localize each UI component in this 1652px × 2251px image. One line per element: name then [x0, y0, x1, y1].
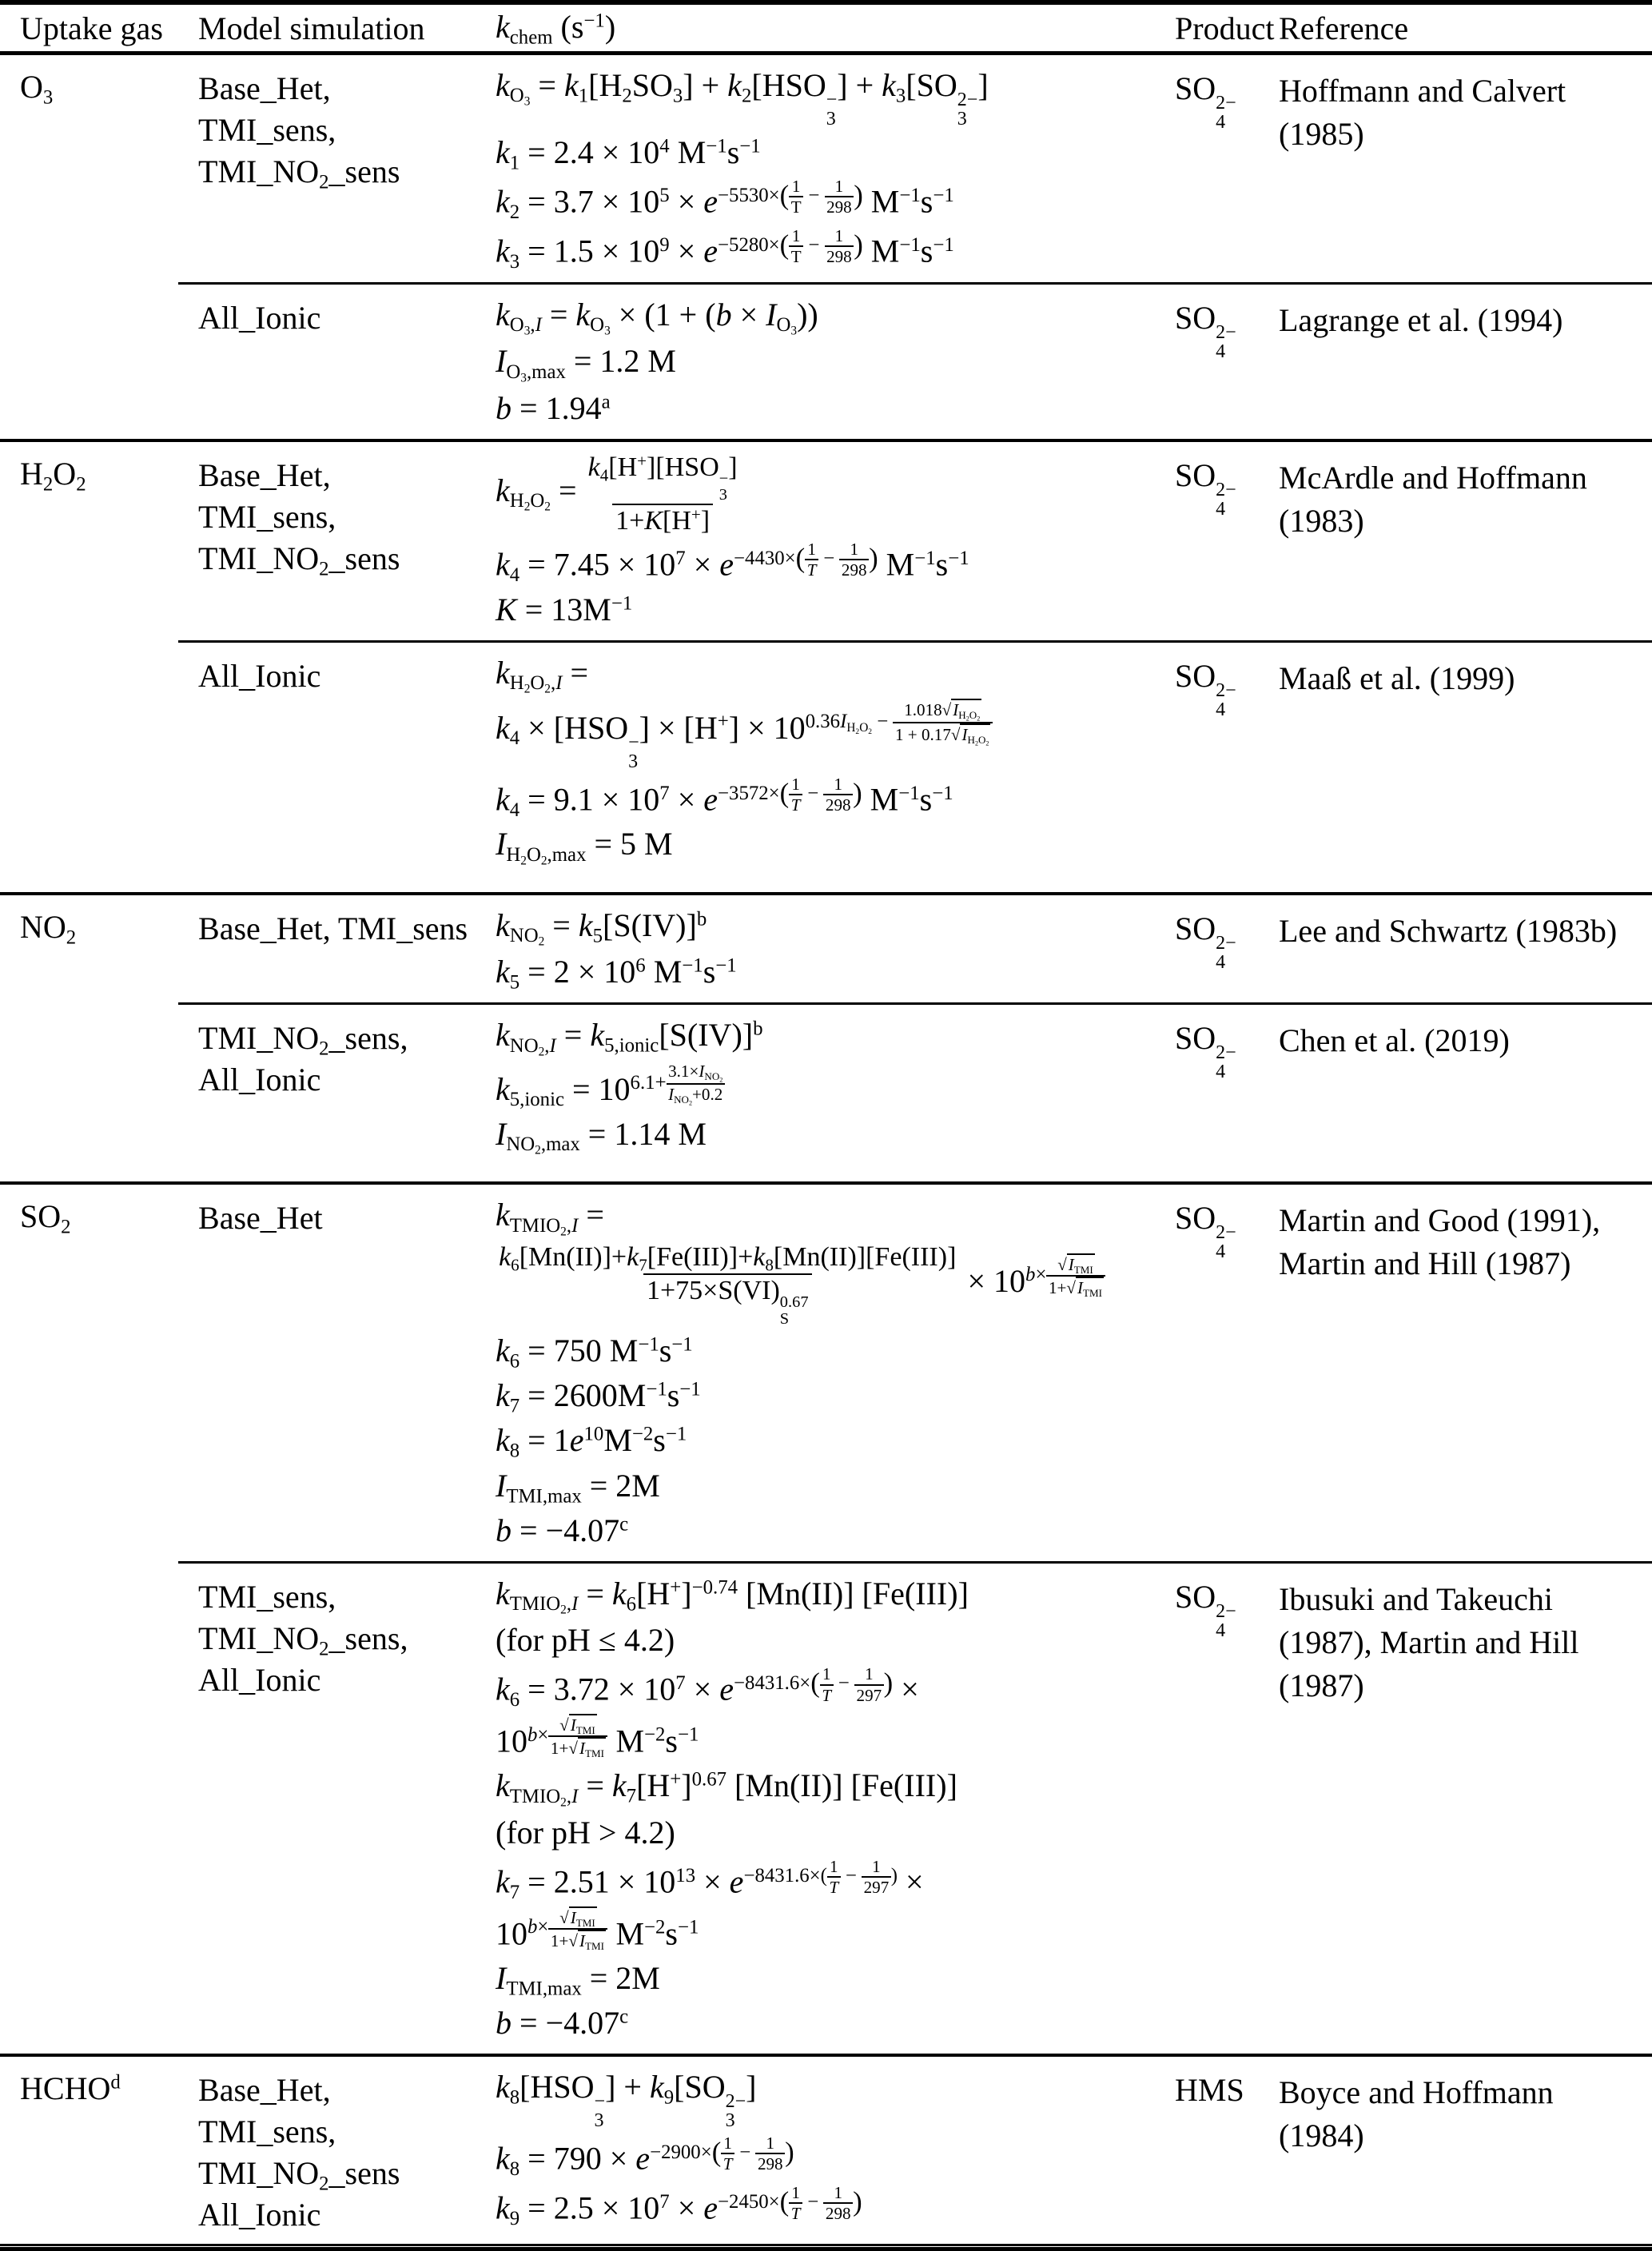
- reference-text: McArdle and Hoffmann (1983): [1279, 459, 1587, 539]
- model-simulation-cell: [178, 62, 496, 276]
- kchem-formula-cell: [496, 649, 1175, 886]
- reference-text: Chen et al. (2019): [1279, 1022, 1510, 1059]
- product-label: SO 2− 4: [1175, 657, 1236, 720]
- formula-line: $k_9 = 2.5 \times 10^7 \times e^{-2450\times( \frac{1}{T} - \frac{1}{298} )}$: [496, 2182, 862, 2229]
- formula-line: $K = 13M^{-1}$: [496, 591, 633, 627]
- formula-line: (for pH > 4.2): [496, 1814, 675, 1851]
- model-simulation-cell: [178, 1570, 496, 2047]
- model-simulation-line: Base_Het,: [198, 456, 331, 493]
- table-subrow: [178, 1185, 1652, 1561]
- model-simulation-cell: [178, 649, 496, 886]
- table-bottom-rule: [0, 2244, 1652, 2251]
- formula-line: $k_8 = 790 \times e^{-2900\times( \frac{1}{T} - \frac{1}{298} )}$: [496, 2133, 794, 2181]
- reference-text: Lee and Schwartz (1983b): [1279, 912, 1618, 949]
- formula-line: $k_7 = 2.51 \times 10^{13} \times e^{-8431.6\times( \frac{1}{T} - \frac{1}{297} )}$ ×: [496, 1856, 924, 1903]
- table-subrow: [178, 895, 1652, 1003]
- formula-line: $k_{TMIO_2,I}$ =: [496, 1197, 604, 1239]
- gas-label: $H_2O_2$: [20, 455, 86, 496]
- formula-line: $k_4 = 9.1 \times 10^7 \times e^{-3572\times( \frac{1}{T} - \frac{1}{298} )}$ $M^{-1}s^{-1}$: [496, 774, 953, 821]
- table-subrow: [178, 1561, 1652, 2054]
- formula-line: $k_5 = 2 \times 10^6$ $M^{-1}s^{-1}$: [496, 953, 737, 994]
- formula-line: $I_{NO_2,max} = 1.14$ M: [496, 1115, 707, 1157]
- model-simulation-line: Base_Het,: [198, 2072, 331, 2109]
- gas-label: $SO_2$: [20, 1198, 71, 1238]
- kchem-formula-cell: [496, 902, 1175, 997]
- column-header-uptake-gas: Uptake gas: [20, 10, 163, 46]
- table-subrow: [178, 442, 1652, 640]
- model-simulation-line: Base_Het: [198, 1200, 323, 1237]
- table-subrow: [178, 1002, 1652, 1181]
- model-simulation-line: TMI_sens,: [198, 1578, 336, 1615]
- table-subrow: [178, 282, 1652, 439]
- reference-text: Boyce and Hoffmann (1984): [1279, 2074, 1554, 2154]
- formula-line: $I_{O_3,max} = 1.2$ M: [496, 343, 676, 385]
- formula-line: $k_6 = 3.72 \times 10^7 \times e^{-8431.6\times( \frac{1}{T} - \frac{1}{297} )}$ ×: [496, 1664, 919, 1711]
- formula-line: $k_{5,ionic} = 10^{6.1+ \frac{3.1\times I_{NO_2}}{I_{NO_2}+0.2}}$: [496, 1062, 1175, 1110]
- column-header-product: Product: [1175, 10, 1275, 46]
- formula-line: $k_{H_2O_2,I}$ =: [496, 654, 589, 696]
- model-simulation-cell: [178, 291, 496, 432]
- product-label: SO 2− 4: [1175, 1020, 1236, 1083]
- table-group-h2o2: [0, 439, 1652, 892]
- formula-line: $I_{TMI,max} = 2M$: [496, 1467, 660, 1508]
- model-simulation-line: Base_Het, TMI_sens: [198, 910, 468, 946]
- model-simulation-cell: [178, 2063, 496, 2236]
- formula-line: (for pH ≤ 4.2): [496, 1622, 675, 1659]
- formula-line: b = −4.07$^c$: [496, 2005, 629, 2042]
- model-simulation-line: $TMI\_NO_2\_sens$: [198, 540, 400, 580]
- model-simulation-line: All_Ionic: [198, 657, 321, 694]
- model-simulation-cell: [178, 1191, 496, 1555]
- model-simulation-line: All_Ionic: [198, 1662, 321, 1699]
- table-subrow: [178, 2057, 1652, 2242]
- kchem-formula-cell: [496, 1011, 1175, 1175]
- formula-line: $I_{TMI,max} = 2M$: [496, 1959, 660, 2000]
- kchem-formula-cell: [496, 2063, 1175, 2236]
- column-header-model-simulation: Model simulation: [198, 10, 425, 46]
- table-group-so2: [0, 1181, 1652, 2054]
- formula-line: $k_{H_2O_2}$ = $k_4[H^+][HSO$ − 3 ] 1+K[H+]: [496, 451, 738, 536]
- model-simulation-cell: [178, 448, 496, 634]
- model-simulation-line: All_Ionic: [198, 299, 321, 336]
- model-simulation-line: $TMI\_NO_2\_sens$: [198, 2155, 400, 2195]
- reference-text: Hoffmann and Calvert (1985): [1279, 73, 1566, 152]
- model-simulation-cell: [178, 902, 496, 997]
- formula-line: $k_4 \times [HSO$ − 3 ] × $[H^+] \times 10^{0.36I_{H_2O_2} - \frac{1.018√I_{H_2O_2}}{1 + 0.17√I_{H_2O_2}}}$: [496, 699, 1175, 771]
- model-simulation-line: $TMI\_NO_2\_sens$,: [198, 1620, 408, 1660]
- formula-line: $k_6 = 750$ $M^{-1}s^{-1}$: [496, 1332, 693, 1373]
- kchem-formula-cell: [496, 291, 1175, 432]
- gas-label: $NO_2$: [20, 908, 77, 948]
- reference-text: Ibusuki and Takeuchi (1987), Martin and Hill (1987): [1279, 1580, 1579, 1703]
- model-simulation-line: TMI_sens,: [198, 498, 336, 535]
- table-group-no2: [0, 892, 1652, 1182]
- formula-line: $k_{NO_2} = k_5[S(IV)]^b$: [496, 906, 707, 949]
- reference-text: Martin and Good (1991), Martin and Hill (1987): [1279, 1202, 1601, 1282]
- formula-line: $10^{b\times \frac{√I_{TMI}}{1+√I_{TMI}}}$ $M^{-2}s^{-1}$: [496, 1907, 699, 1952]
- formula-line: $k_1 = 2.4 \times 10^4$ $M^{-1}s^{-1}$: [496, 134, 761, 174]
- reference-text: Maaß et al. (1999): [1279, 659, 1515, 696]
- model-simulation-line: Base_Het,: [198, 70, 331, 106]
- formula-line: $k_8 = 1e^{10}M^{-2}s^{-1}$: [496, 1422, 687, 1462]
- formula-line: $I_{H_2O_2,max} = 5$ M: [496, 826, 673, 868]
- table-subrow: [178, 640, 1652, 892]
- formula-line: $k_7 = 2600M^{-1}s^{-1}$: [496, 1377, 701, 1417]
- model-simulation-line: All_Ionic: [198, 2197, 321, 2233]
- formula-line: b = −4.07$^c$: [496, 1512, 629, 1548]
- model-simulation-line: $TMI\_NO_2\_sens$: [198, 153, 400, 193]
- formula-line: $k_{O_3,I} = k_{O_3} \times (1 + (b \times I_{O_3}))$: [496, 296, 818, 338]
- formula-line: $k_8[HSO$ − 3 ] + $k_9[SO$ 2− 3 ]: [496, 2069, 757, 2132]
- formula-line: $k_{O_3} = k_1[H_2SO_3] + k_2[HSO$ − 3 ] + $k_3[SO$ 2− 3 ]: [496, 67, 989, 129]
- formula-line: $k_4 = 7.45 \times 10^7 \times e^{-4430\times( \frac{1}{T} - \frac{1}{298} )}$ $M^{-1}s^{-1}$: [496, 539, 969, 586]
- product-label: HMS: [1175, 2072, 1244, 2109]
- kchem-formula-cell: [496, 1570, 1175, 2047]
- model-simulation-line: TMI_sens,: [198, 112, 336, 148]
- product-label: SO 2− 4: [1175, 70, 1236, 133]
- table-subrow: [178, 55, 1652, 282]
- product-label: SO 2− 4: [1175, 1200, 1236, 1263]
- product-label: SO 2− 4: [1175, 456, 1236, 520]
- formula-line: $k_{TMIO_2,I} = k_7[H^+]^{0.67}$ [Mn(II)] [Fe(III)]: [496, 1767, 957, 1810]
- table-header-row: [0, 0, 1652, 55]
- product-label: SO 2− 4: [1175, 910, 1236, 973]
- model-simulation-line: $TMI\_NO_2\_sens$,: [198, 1020, 408, 1060]
- formula-line: $k_{TMIO_2,I} = k_6[H^+]^{-0.74}$ [Mn(II)] [Fe(III)]: [496, 1575, 969, 1617]
- table-group-hcho: [0, 2054, 1652, 2242]
- formula-line: $10^{b\times \frac{√I_{TMI}}{1+√I_{TMI}}}$ $M^{-2}s^{-1}$: [496, 1715, 699, 1759]
- model-simulation-cell: [178, 1011, 496, 1175]
- gas-label: $O_3$: [20, 69, 54, 109]
- formula-line: b = 1.94$^a$: [496, 389, 611, 426]
- kchem-formula-cell: [496, 1191, 1175, 1555]
- kchem-formula-cell: [496, 448, 1175, 634]
- kchem-formula-cell: [496, 62, 1175, 276]
- model-simulation-line: TMI_sens,: [198, 2114, 336, 2150]
- table-group-o3: [0, 55, 1652, 439]
- formula-line: $k_{NO_2,I} = k_{5,ionic}[S(IV)]^b$: [496, 1017, 763, 1059]
- product-label: SO 2− 4: [1175, 1578, 1236, 1641]
- reference-text: Lagrange et al. (1994): [1279, 301, 1563, 338]
- model-simulation-line: All_Ionic: [198, 1062, 321, 1098]
- gas-label: HCHO$^d$: [20, 2070, 121, 2107]
- product-label: SO 2− 4: [1175, 299, 1236, 362]
- column-header-reference: Reference: [1279, 10, 1409, 46]
- column-header-kchem: $k_{chem}$ $(s^{-1})$: [496, 8, 616, 49]
- formula-line: $k_2 = 3.7 \times 10^5 \times e^{-5530\times( \frac{1}{T} - \frac{1}{298} )}$ $M^{-1}s^{-1}$: [496, 177, 954, 224]
- formula-line: $k_6[Mn(II)]+k_7[Fe(III)]+k_8[Mn(II)][Fe(III)]$ 1+75×S(VI) 0.67 S × $10^{b\times \frac{√I_{TMI}}{1+√I_{TMI}}}$: [496, 1241, 1175, 1327]
- formula-line: $k_3 = 1.5 \times 10^9 \times e^{-5280\times( \frac{1}{T} - \frac{1}{298} )}$ $M^{-1}s^{-1}$: [496, 226, 954, 273]
